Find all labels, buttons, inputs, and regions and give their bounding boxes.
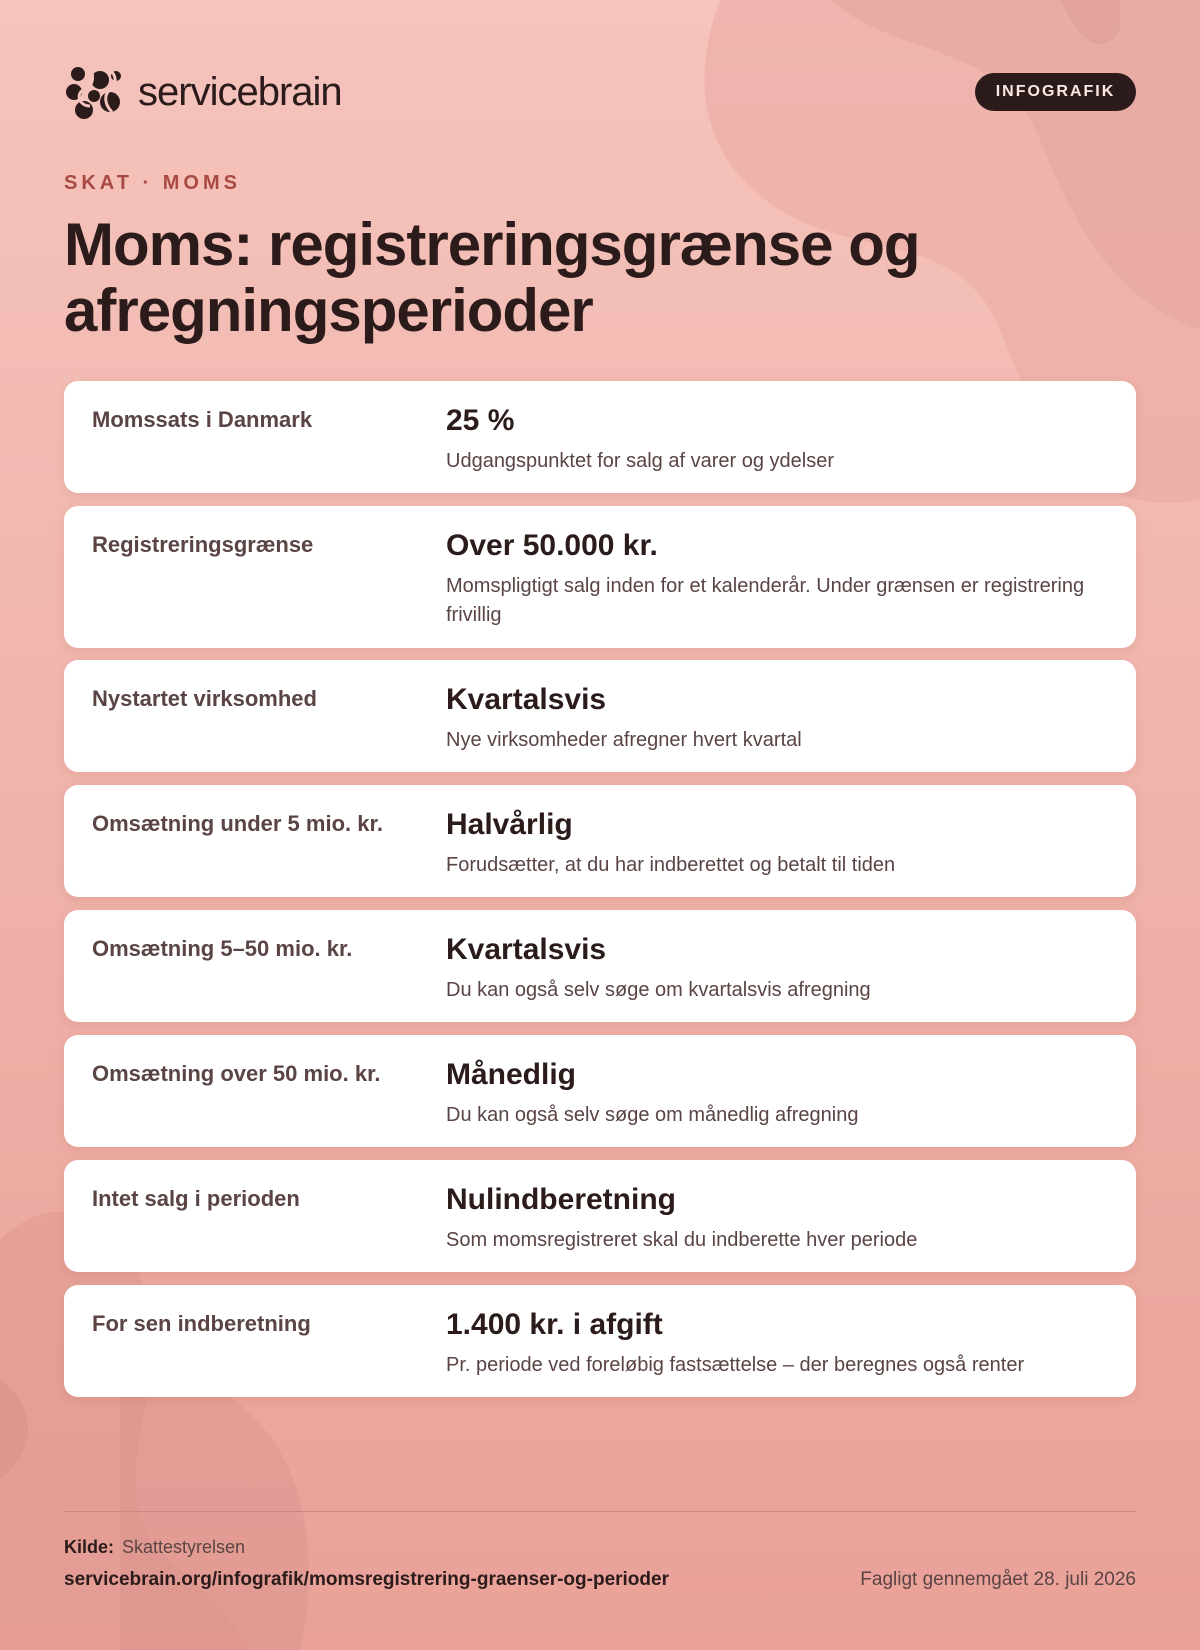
row-value: Kvartalsvis	[446, 933, 607, 966]
row-description: Du kan også selv søge om månedlig afregning	[446, 1104, 859, 1126]
info-row-no-sales	[64, 1160, 1136, 1272]
row-description: Som momsregistreret skal du indberette hver periode	[446, 1229, 918, 1251]
row-label: Omsætning under 5 mio. kr.	[92, 811, 383, 836]
row-description: Du kan også selv søge om kvartalsvis afregning	[446, 979, 871, 1001]
info-row-vat-rate	[64, 381, 1136, 493]
row-label: Momssats i Danmark	[92, 407, 313, 432]
footer-divider	[64, 1511, 1136, 1512]
source-label: Kilde:	[64, 1537, 115, 1557]
brand-name: servicebrain	[138, 69, 342, 114]
row-description: Nye virksomheder afregner hvert kvartal	[446, 729, 802, 751]
row-value: 1.400 kr. i afgift	[446, 1308, 663, 1341]
source-url-link[interactable]: servicebrain.org/infografik/momsregistrering-graenser-og-perioder	[64, 1569, 669, 1590]
row-description: Udgangspunktet for salg af varer og ydelser	[446, 450, 834, 472]
row-value: Nulindberetning	[446, 1183, 676, 1216]
row-value: 25 %	[446, 404, 515, 437]
info-row-registration-limit	[64, 506, 1136, 648]
row-value: Kvartalsvis	[446, 683, 607, 716]
row-label: Nystartet virksomhed	[92, 686, 317, 711]
row-label: Omsætning 5–50 mio. kr.	[92, 936, 353, 961]
row-description: Pr. periode ved foreløbig fastsættelse – der beregnes også renter	[446, 1354, 1025, 1376]
row-value: Halvårlig	[446, 808, 573, 841]
source-line	[64, 1537, 245, 1558]
servicebrain-logo-icon	[64, 62, 128, 122]
category-kicker: SKAT · MOMS	[64, 172, 241, 194]
row-description: Forudsætter, at du har indberettet og betalt til tiden	[446, 854, 896, 876]
info-row-new-business	[64, 660, 1136, 772]
row-label: For sen indberetning	[92, 1311, 311, 1336]
brand-logo[interactable]	[64, 62, 342, 122]
info-row-turnover-over-50m	[64, 1035, 1136, 1147]
row-label: Registreringsgrænse	[92, 532, 314, 557]
row-label: Intet salg i perioden	[92, 1186, 300, 1211]
row-value: Over 50.000 kr.	[446, 529, 658, 562]
info-row-turnover-5-50m	[64, 910, 1136, 1022]
info-row-turnover-under-5m	[64, 785, 1136, 897]
infografik-badge: INFOGRAFIK	[975, 73, 1136, 111]
info-row-late-filing	[64, 1285, 1136, 1397]
review-date: Fagligt gennemgået 28. juli 2026	[860, 1569, 1136, 1590]
row-label: Omsætning over 50 mio. kr.	[92, 1061, 381, 1086]
row-description: Momspligtigt salg inden for et kalenderår. Under grænsen er registrering frivillig	[446, 575, 1085, 626]
row-value: Månedlig	[446, 1058, 577, 1091]
page-title: Moms: registreringsgrænse og afregningsperioder	[64, 211, 920, 344]
source-value: Skattestyrelsen	[122, 1537, 246, 1557]
